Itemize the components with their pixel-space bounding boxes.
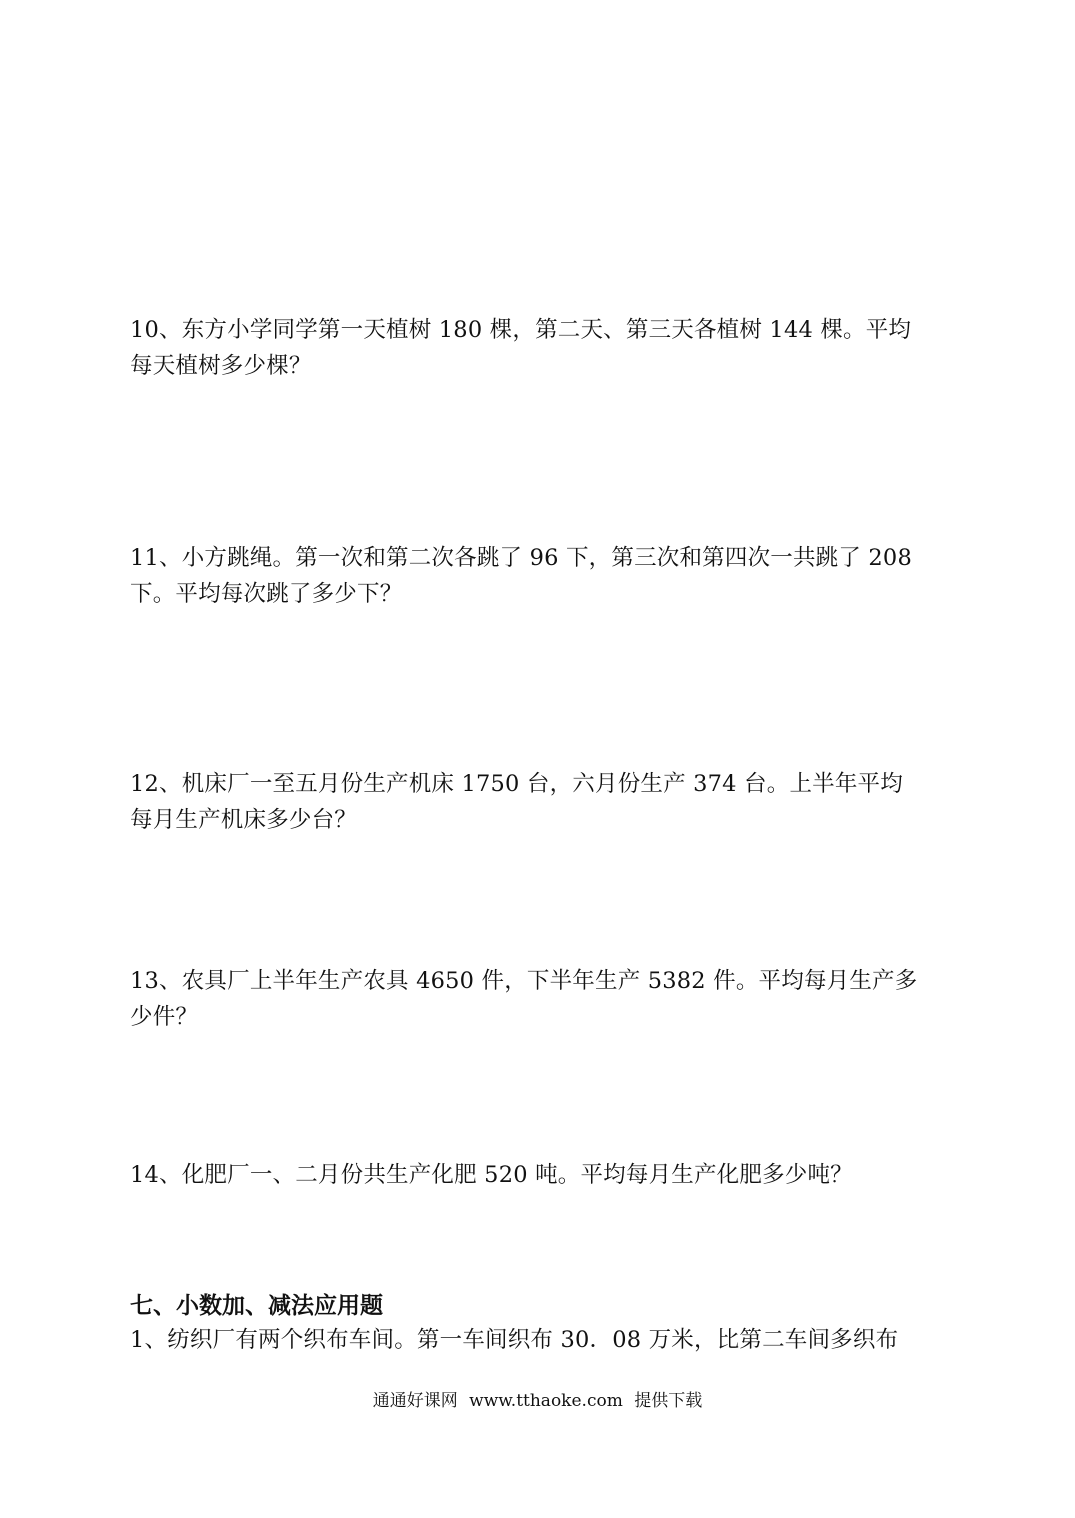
question-line: 13、农具厂上半年生产农具 4650 件，下半年生产 5382 件。平均每月生产多 [130, 968, 918, 994]
question-line: 14、化肥厂一、二月份共生产化肥 520 吨。平均每月生产化肥多少吨？ [130, 1162, 853, 1188]
question-line: 少件？ [130, 1004, 199, 1030]
problem-line: 1、纺织厂有两个织布车间。第一车间织布 30．08 万米，比第二车间多织布 [130, 1327, 899, 1353]
question-line: 12、机床厂一至五月份生产机床 1750 台，六月份生产 374 台。上半年平均 [130, 771, 903, 797]
question-line: 每天植树多少棵？ [130, 353, 312, 379]
question-line: 下。平均每次跳了多少下？ [130, 581, 403, 607]
question-line: 11、小方跳绳。第一次和第二次各跳了 96 下，第三次和第四次一共跳了 208 [130, 545, 912, 571]
question-11 [130, 540, 960, 612]
question-10 [130, 312, 960, 384]
question-13 [130, 963, 960, 1035]
footer-site-name: 通通好课网 [372, 1391, 458, 1411]
footer-url: www.tthaoke.com [469, 1391, 623, 1411]
question-14 [130, 1157, 960, 1193]
page-footer [0, 1388, 1075, 1414]
question-line: 10、东方小学同学第一天植树 180 棵，第二天、第三天各植树 144 棵。平均 [130, 317, 912, 343]
footer-suffix: 提供下载 [634, 1391, 703, 1411]
question-line: 每月生产机床多少台？ [130, 807, 358, 833]
section-problem-1 [130, 1322, 960, 1358]
section-heading: 七、小数加、减法应用题 [130, 1293, 383, 1319]
question-12 [130, 766, 960, 838]
